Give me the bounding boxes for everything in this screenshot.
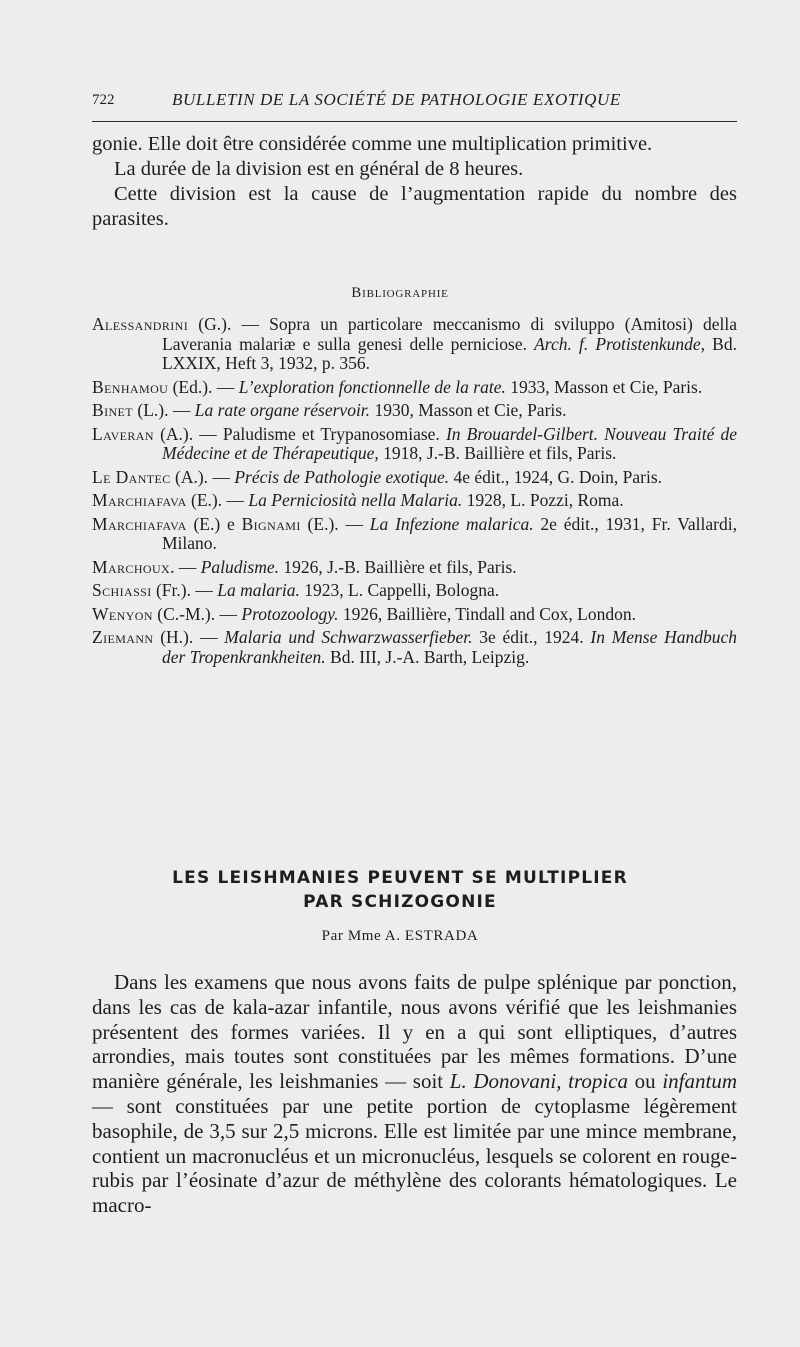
entry-publisher: 3e édit., 1924. bbox=[472, 627, 591, 647]
entry-coauthor: Bignami bbox=[241, 513, 301, 534]
entry-source: La Perniciosità nella Malaria. bbox=[248, 490, 463, 510]
entry-author: Benhamou bbox=[92, 376, 169, 397]
entry-publisher: Bd. LXXIX, Heft 3, 1932, p. 356. bbox=[162, 333, 737, 373]
entry-author: Le Dantec bbox=[92, 466, 171, 487]
entry-text: (H.). — bbox=[153, 627, 225, 647]
entry-source: Protozoology. bbox=[241, 603, 339, 624]
entry-text: (E.). — bbox=[186, 490, 249, 510]
entry-text: . — bbox=[170, 556, 201, 577]
bibliography-heading: Bibliographie bbox=[351, 285, 449, 301]
entry-source: In Brouardel-Gilbert. Nouveau Traité de Médecine et de Thérapeutique, bbox=[162, 423, 737, 463]
entry-author: Laveran bbox=[92, 423, 154, 444]
article-byline: Par Mme A. ESTRADA bbox=[321, 928, 479, 944]
entry-publisher: 1930, Masson et Cie, Paris. bbox=[370, 400, 567, 420]
species-name: L. Donovani, tropica bbox=[449, 1069, 628, 1094]
header-rule bbox=[92, 121, 737, 122]
entry-text: (E.) e bbox=[186, 513, 242, 534]
entry-author: Marchiafava bbox=[92, 490, 187, 510]
entry-source: La rate organe réservoir. bbox=[194, 400, 371, 420]
bibliography-entry bbox=[92, 581, 737, 601]
entry-author: Ziemann bbox=[92, 627, 154, 647]
bibliography-entry bbox=[92, 468, 737, 488]
continued-text bbox=[92, 132, 737, 232]
entry-text: (A.). — bbox=[170, 466, 235, 487]
entry-author: Marchoux bbox=[92, 556, 171, 577]
entry-publisher: 1918, J.-B. Baillière et fils, Paris. bbox=[378, 443, 617, 463]
running-head bbox=[92, 90, 737, 114]
text-run: — sont constituées par une petite portion de cytoplasme légèrement basophile, de 3,5 sur 2,5 microns. Elle est limitée par une mince membrane, contient un macronucléus et un micronucléus, lesquels se colorent en rouge-rubis par l’éosinate d’azur de méthylène des colorants hématologiques. Le macro- bbox=[92, 1093, 737, 1218]
entry-publisher: 2e édit., 1931, Fr. Vallardi, Milano. bbox=[162, 513, 737, 553]
entry-source: In Mense Handbuch der Tropenkrankheiten. bbox=[162, 627, 738, 667]
article-body bbox=[92, 970, 737, 1218]
paragraph: gonie. Elle doit être considérée comme une multiplication primitive. bbox=[92, 133, 653, 155]
entry-source: Précis de Pathologie exotique. bbox=[234, 466, 450, 487]
entry-publisher: 1933, Masson et Cie, Paris. bbox=[505, 376, 703, 397]
article-title-line: LES LEISHMANIES PEUVENT SE MULTIPLIER bbox=[172, 868, 628, 888]
journal-title: BULLETIN DE LA SOCIÉTÉ DE PATHOLOGIE EXOTIQUE bbox=[172, 90, 621, 109]
bibliography-entry bbox=[92, 315, 737, 374]
entry-source: Paludisme. bbox=[200, 556, 279, 577]
entry-publisher: 4e édit., 1924, G. Doin, Paris. bbox=[449, 466, 663, 487]
entry-publisher: Bd. III, J.-A. Barth, Leipzig. bbox=[325, 646, 530, 667]
entry-author: Schiassi bbox=[92, 580, 152, 600]
entry-publisher: 1926, Baillière, Tindall and Cox, London. bbox=[338, 603, 636, 624]
entry-author: Binet bbox=[92, 400, 133, 420]
bibliography-entry bbox=[92, 425, 737, 464]
entry-source: L’exploration fonctionnelle de la rate. bbox=[238, 376, 506, 397]
entry-author: Alessandrini bbox=[92, 314, 189, 334]
entry-text: (G.). — Sopra un particolare meccanismo di sviluppo (Amitosi) della Laverania malariæ e sulla genesi delle perniciose. bbox=[162, 314, 737, 354]
bibliography-entry bbox=[92, 605, 737, 625]
bibliography-entry bbox=[92, 491, 737, 511]
page-number: 722 bbox=[92, 92, 115, 108]
paragraph: La durée de la division est en général de 8 heures. bbox=[114, 158, 524, 180]
species-name: infantum bbox=[662, 1069, 737, 1094]
entry-publisher: 1926, J.-B. Baillière et fils, Paris. bbox=[279, 556, 517, 577]
entry-text: (C.-M.). — bbox=[152, 603, 242, 624]
paragraph bbox=[92, 970, 737, 1218]
text-run: ou bbox=[628, 1069, 663, 1094]
bibliography-entry bbox=[92, 558, 737, 578]
entry-text: (A.). — Paludisme et Trypanosomiase. bbox=[153, 423, 446, 444]
entry-source: Arch. f. Protistenkunde, bbox=[534, 333, 706, 354]
entry-text: (E.). — bbox=[300, 513, 370, 534]
article-title-line: PAR SCHIZOGONIE bbox=[303, 892, 497, 912]
entry-author: Marchiafava bbox=[92, 513, 187, 534]
entry-source: La Infezione malarica. bbox=[369, 513, 534, 534]
paragraph: Cette division est la cause de l’augmentation rapide du nombre des parasites. bbox=[92, 183, 737, 230]
entry-text: (Fr.). — bbox=[151, 580, 218, 600]
entry-author: Wenyon bbox=[92, 603, 153, 624]
entry-publisher: 1928, L. Pozzi, Roma. bbox=[462, 490, 624, 510]
bibliography-entry bbox=[92, 378, 737, 398]
entry-source: Malaria und Schwarzwasserfieber. bbox=[224, 627, 473, 647]
bibliography-entry bbox=[92, 628, 737, 667]
entry-text: (L.). — bbox=[133, 400, 195, 420]
text-run: Dans les examens que nous avons faits de pulpe splénique par ponction, dans les cas de kala-azar infantile, nous avons vérifié que les leishmanies présentent des formes variées. Il y en a qui sont elliptiques, d’autres arrondies, mais toutes sont constituées par les mêmes formations. D’une manière générale, les leishmanies — soit bbox=[92, 970, 737, 1094]
entry-text: (Ed.). — bbox=[168, 376, 239, 397]
article-title bbox=[0, 866, 800, 914]
entry-source: La malaria. bbox=[217, 580, 300, 600]
bibliography-list bbox=[92, 315, 737, 671]
entry-publisher: 1923, L. Cappelli, Bologna. bbox=[299, 580, 500, 600]
bibliography-entry bbox=[92, 401, 737, 421]
bibliography-entry bbox=[92, 515, 737, 554]
